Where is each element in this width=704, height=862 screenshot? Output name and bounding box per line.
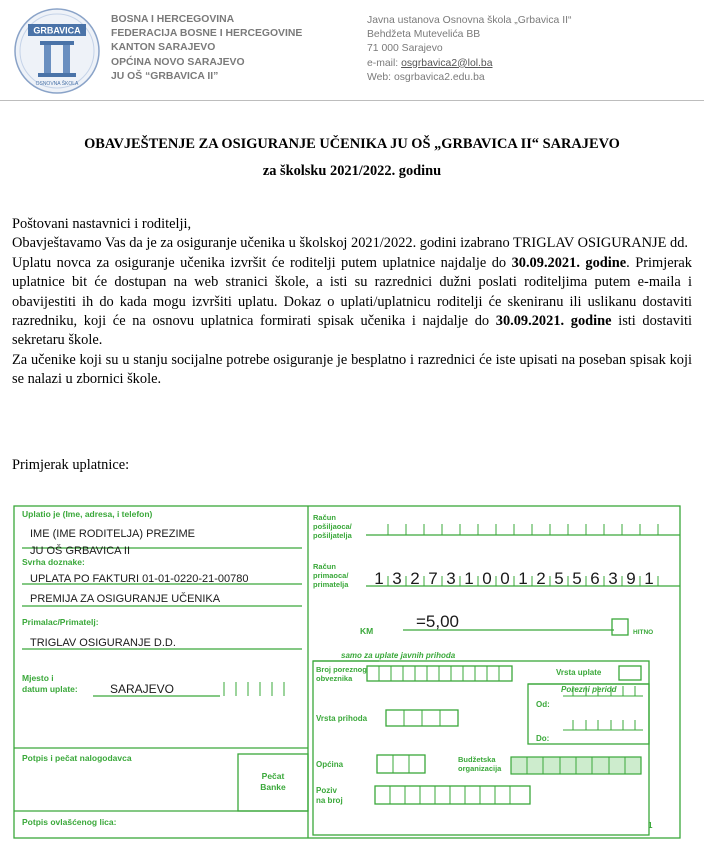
svrha-label: Svrha doznake: [22, 557, 85, 567]
letterhead-line: OPĆINA NOVO SARAJEVO [111, 56, 245, 68]
mjesto-label-1: Mjesto i [22, 673, 54, 683]
primalac-label: Primalac/Primatelj: [22, 617, 99, 627]
mjesto-label-2: datum uplate: [22, 684, 78, 694]
amount-value: =5,00 [416, 612, 460, 631]
potpis-ovlascenog-label: Potpis ovlašćenog lica: [22, 817, 117, 827]
racun-posiljaoca-label-1: Račun [313, 513, 336, 522]
school-address: Behdžeta Mutevelića BB [367, 29, 481, 41]
account-digit: 0 [482, 569, 492, 588]
school-name: Javna ustanova Osnovna škola „Grbavica II“ [367, 15, 572, 26]
account-digit: 3 [446, 569, 456, 588]
racun-primaoca-label-3: primatelja [313, 580, 349, 589]
potpis-nalogodavca-label: Potpis i pečat nalogodavca [22, 753, 132, 763]
broj-poreznog-label-2: obveznika [316, 674, 353, 683]
account-digit: 1 [374, 569, 384, 588]
letterhead-right [367, 14, 571, 85]
od-label: Od: [536, 700, 550, 709]
svrha-line-1: UPLATA PO FAKTURI 01-01-0220-21-00780 [30, 573, 249, 585]
letterhead [0, 0, 704, 101]
opcina-label: Općina [316, 760, 344, 769]
letterhead-line: BOSNA I HERCEGOVINA [111, 14, 235, 25]
paragraph-social: Za učenike koji su u stanju socijalne potrebe osiguranje je besplatno i razrednici će iste upisati na poseban spisak koji se nalazi u zbornici škole. [12, 351, 692, 388]
racun-posiljaoca-label-3: pošiljatelja [313, 531, 352, 540]
primalac-value: TRIGLAV OSIGURANJE D.D. [30, 637, 176, 649]
greeting: Poštovani nastavnici i roditelji, [12, 216, 192, 232]
school-email: e-mail: osgrbavica2@lol.ba [367, 57, 493, 69]
document-body [12, 215, 692, 390]
account-digit: 9 [626, 569, 636, 588]
letterhead-left [111, 13, 302, 84]
racun-posiljaoca-label-2: pošiljaoca/ [313, 522, 352, 531]
mjesto-value: SARAJEVO [110, 682, 175, 696]
sample-label: Primjerak uplatnice: [12, 457, 130, 473]
uplatio-label: Uplatio je (Ime, adresa, i telefon) [22, 509, 153, 519]
racun-primaoca-label-1: Račun [313, 562, 336, 571]
do-label: Do: [536, 734, 550, 743]
km-label: KM [360, 626, 374, 636]
racun-primaoca-label-2: primaoca/ [313, 571, 349, 580]
letterhead-line: JU OŠ “GRBAVICA II” [111, 70, 219, 82]
account-digit: 1 [644, 569, 654, 588]
logo-text: GRBAVICA [33, 25, 81, 36]
account-digit: 2 [536, 569, 546, 588]
account-digit: 7 [428, 569, 438, 588]
pecat-label-2: Banke [260, 782, 286, 792]
school-web: Web: osgrbavica2.edu.ba [367, 71, 485, 83]
document-subtitle: za školsku 2021/2022. godinu [262, 163, 442, 179]
broj-poreznog-label-1: Broj poreznog [316, 665, 367, 674]
account-digit: 5 [572, 569, 582, 588]
javni-prihodi-header: samo za uplate javnih prihoda [341, 651, 456, 660]
poziv-label-2: na broj [316, 796, 343, 805]
vrsta-uplate-label: Vrsta uplate [556, 668, 602, 677]
account-digit: 3 [608, 569, 618, 588]
account-digit: 0 [500, 569, 510, 588]
uplatio-line-2: JU OŠ GRBAVICA II [30, 545, 131, 557]
paragraph-insurer: Obavještavamo Vas da je za osiguranje učenika u školskoj 2021/2022. godini izabrano TRIGLAV OSIGURANJE dd. [12, 235, 688, 252]
budzetska-label-1: Budžetska [458, 755, 496, 764]
budzetska-label-2: organizacija [458, 764, 502, 773]
vrsta-prihoda-label: Vrsta prihoda [316, 714, 368, 723]
letterhead-line: FEDERACIJA BOSNE I HERCEGOVINE [111, 28, 303, 40]
page-number: 1 [648, 821, 653, 830]
payment-slip [8, 498, 689, 848]
school-city: 71 000 Sarajevo [367, 43, 443, 55]
paragraph-payment: Uplatu novca za osiguranje učenika izvršit će roditelji putem uplatnice najdalje do 30.09.2021. godine. Primjerak uplatnice bit će dostupan na web stranici škole, a isti su razrednici dužni poslati roditeljima putem e-maila i obavijestiti ih do kada mogu izvršiti uplatu. Dokaz o uplati/uplatnicu roditelji će skeniranu ili uslikanu dostaviti razredniku, koji će na osnovu uplatnica formirati spisak učenika i najdalje do 30.09.2021. godine isti dostaviti sekretaru škole. [12, 254, 692, 349]
svrha-line-2: PREMIJA ZA OSIGURANJE UČENIKA [30, 593, 221, 605]
hitno-label: HITNO [633, 629, 654, 636]
poziv-label-1: Poziv [316, 786, 337, 795]
account-digit: 2 [410, 569, 420, 588]
porezni-period-label: Porezni period [561, 685, 617, 694]
account-digit: 6 [590, 569, 600, 588]
letterhead-line: KANTON SARAJEVO [111, 42, 216, 54]
account-digit: 1 [518, 569, 528, 588]
school-logo [14, 8, 100, 94]
uplatio-line-1: IME (IME RODITELJA) PREZIME [30, 528, 196, 540]
account-digit: 5 [554, 569, 564, 588]
account-digit: 3 [392, 569, 402, 588]
document-title: OBAVJEŠTENJE ZA OSIGURANJE UČENIKA JU OŠ „GRBAVICA II“ SARAJEVO [84, 136, 620, 152]
pecat-label-1: Pečat [261, 771, 285, 781]
account-digit: 1 [464, 569, 474, 588]
email-link[interactable]: osgrbavica2@lol.ba [401, 57, 493, 69]
logo-subtext: OSNOVNA ŠKOLA [35, 81, 79, 87]
